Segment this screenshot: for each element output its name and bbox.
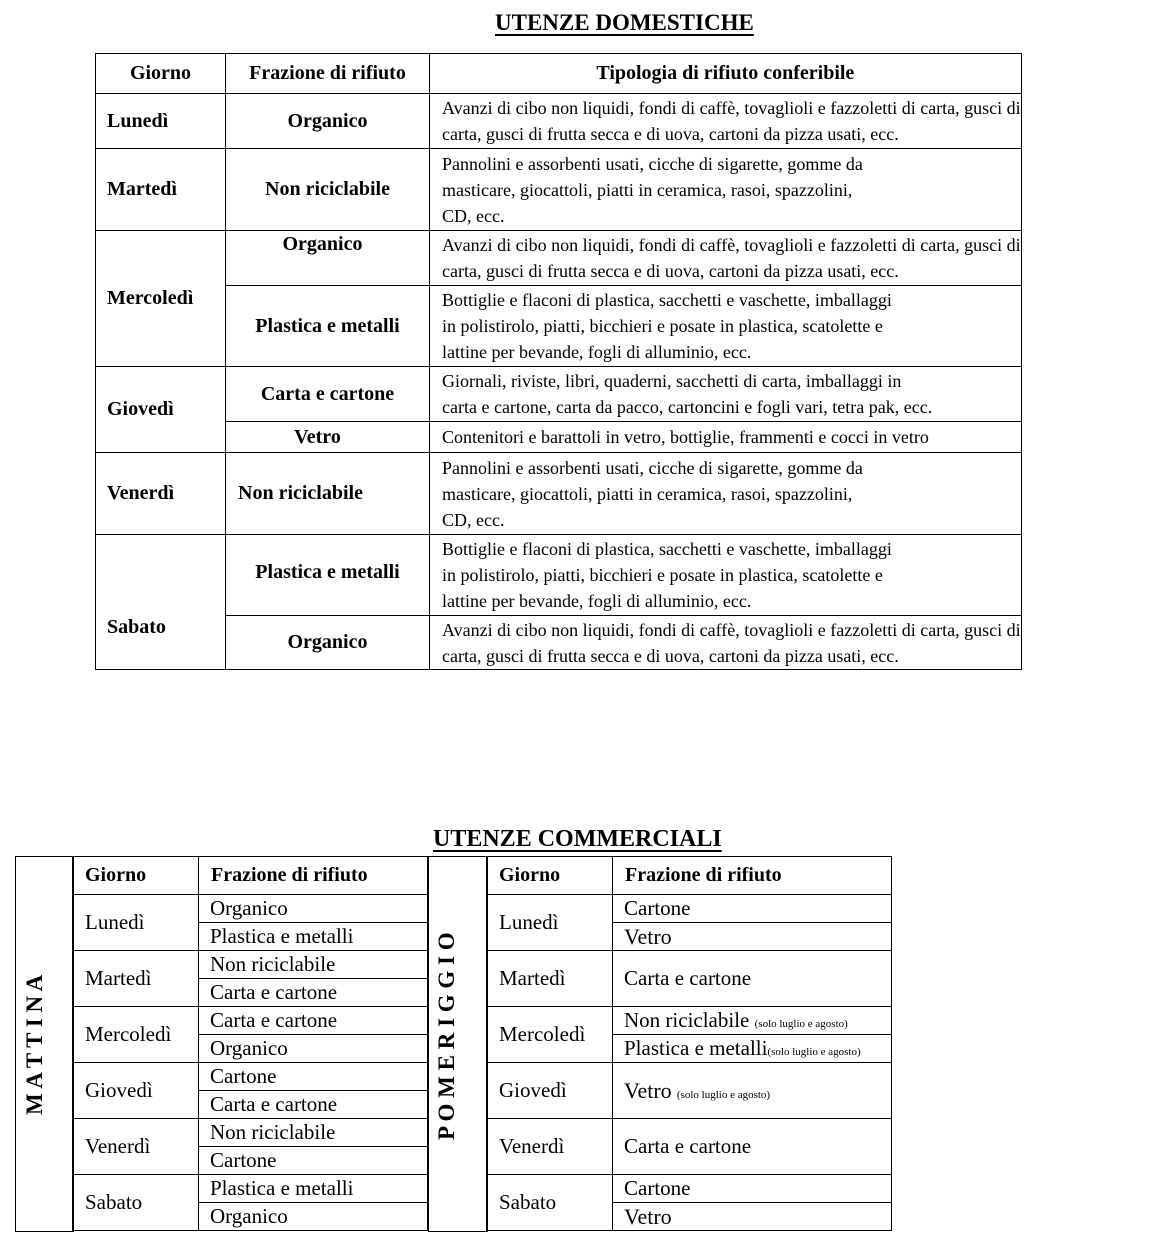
fraction-cell: Non riciclabile (199, 951, 428, 979)
commercial-morning-table (72, 856, 428, 1231)
table-row (96, 286, 1022, 367)
fraction-cell: Cartone (199, 1147, 428, 1175)
table-row (96, 367, 1022, 422)
day-cell: Sabato (96, 535, 226, 670)
fraction-cell: Carta e cartone (199, 1007, 428, 1035)
fraction-cell: Plastica e metalli (226, 535, 430, 616)
fraction-cell: Organico (199, 895, 428, 923)
description-line: Contenitori e barattoli in vetro, bottiglie, frammenti e cocci in vetro (442, 427, 929, 447)
description-line: Giornali, riviste, libri, quaderni, sacchetti di carta, imballaggi in (442, 371, 902, 391)
table-row (96, 535, 1022, 616)
fraction-cell: Cartone (613, 1175, 892, 1203)
description-line: Bottiglie e flaconi di plastica, sacchetti e vaschette, imballaggi (442, 539, 892, 559)
description-line: in polistirolo, piatti, bicchieri e posate in plastica, scatolette e (442, 316, 883, 336)
fraction-cell: Plastica e metalli (226, 286, 430, 367)
header-giorno: Giorno (96, 54, 226, 94)
description-line: Avanzi di cibo non liquidi, fondi di caffè, tovaglioli e fazzoletti di carta, gusci di (442, 98, 1021, 118)
description-cell (430, 149, 1022, 231)
fraction-cell: Vetro (226, 422, 430, 453)
description-cell (430, 94, 1022, 149)
day-cell: Venerdì (487, 1119, 613, 1175)
fraction-cell: Cartone (199, 1063, 428, 1091)
table-header-row (487, 857, 892, 895)
domestic-schedule-table (95, 53, 1022, 670)
day-cell: Venerdì (73, 1119, 199, 1175)
description-cell (430, 453, 1022, 535)
day-cell: Mercoledì (73, 1007, 199, 1063)
description-line: masticare, giocattoli, piatti in ceramica, rasoi, spazzolini, (442, 483, 853, 504)
fraction-cell: Non riciclabile (199, 1119, 428, 1147)
fraction-cell: Organico (199, 1203, 428, 1231)
table-row (96, 149, 1022, 231)
description-line: lattine per bevande, fogli di alluminio, ecc. (442, 591, 752, 611)
day-cell: Martedì (487, 951, 613, 1007)
day-cell: Lunedì (73, 895, 199, 951)
season-note: (solo luglio e agosto) (767, 1046, 861, 1058)
description-cell (430, 535, 1022, 616)
fraction-cell: Organico (226, 231, 430, 286)
day-cell: Venerdì (96, 453, 226, 535)
table-row (73, 895, 428, 923)
season-note: (solo luglio e agosto) (754, 1018, 848, 1030)
table-row (487, 1063, 892, 1119)
description-cell (430, 231, 1022, 286)
table-row (487, 1007, 892, 1035)
description-line: masticare, giocattoli, piatti in ceramica, rasoi, spazzolini, (442, 179, 853, 200)
day-cell: Lunedì (96, 94, 226, 149)
table-row (73, 1007, 428, 1035)
fraction-cell: Non riciclabile (226, 149, 430, 231)
day-cell: Giovedì (487, 1063, 613, 1119)
description-line: CD, ecc. (442, 205, 505, 226)
fraction-label: Non riciclabile (624, 1008, 750, 1032)
description-line: carta e cartone, carta da pacco, cartoncini e fogli vari, tetra pak, ecc. (442, 397, 933, 417)
fraction-cell: Vetro (613, 1203, 892, 1231)
day-cell: Giovedì (73, 1063, 199, 1119)
day-cell: Lunedì (487, 895, 613, 951)
day-cell: Sabato (487, 1175, 613, 1231)
description-line: lattine per bevande, fogli di alluminio, ecc. (442, 342, 752, 362)
table-row (73, 1063, 428, 1091)
header-giorno: Giorno (487, 857, 613, 895)
season-note: (solo luglio e agosto) (676, 1088, 771, 1101)
description-cell (430, 616, 1022, 670)
description-line: Pannolini e assorbenti usati, cicche di sigarette, gomme da (442, 153, 863, 174)
fraction-cell: Carta e cartone (199, 1091, 428, 1119)
table-row (487, 895, 892, 923)
fraction-cell: Plastica e metalli (199, 923, 428, 951)
description-line: CD, ecc. (442, 509, 505, 530)
fraction-label: Plastica e metalli (624, 1036, 768, 1060)
day-cell: Martedì (73, 951, 199, 1007)
fraction-cell (613, 1007, 892, 1035)
table-header-row (96, 54, 1022, 94)
fraction-cell (613, 1063, 892, 1119)
day-cell: Giovedì (96, 367, 226, 453)
fraction-cell: Vetro (613, 923, 892, 951)
table-row (73, 1175, 428, 1203)
description-line: Pannolini e assorbenti usati, cicche di sigarette, gomme da (442, 457, 863, 478)
fraction-cell: Organico (226, 94, 430, 149)
fraction-cell: Carta e cartone (613, 951, 892, 1007)
fraction-cell: Organico (226, 616, 430, 670)
header-frazione: Frazione di rifiuto (613, 857, 892, 895)
description-cell (430, 286, 1022, 367)
day-cell: Mercoledì (487, 1007, 613, 1063)
table-row (487, 951, 892, 1007)
table-row (96, 453, 1022, 535)
description-line: in polistirolo, piatti, bicchieri e posate in plastica, scatolette e (442, 565, 883, 585)
table-row (96, 616, 1022, 670)
table-row (487, 1119, 892, 1175)
fraction-cell: Non riciclabile (226, 453, 430, 535)
domestic-title: UTENZE DOMESTICHE (495, 10, 754, 35)
morning-label: M A T T I N A (22, 974, 47, 1115)
description-cell (430, 367, 1022, 422)
fraction-cell: Carta e cartone (226, 367, 430, 422)
description-line: Bottiglie e flaconi di plastica, sacchetti e vaschette, imballaggi (442, 290, 892, 310)
table-row (96, 231, 1022, 286)
fraction-cell (613, 1035, 892, 1063)
fraction-cell: Carta e cartone (613, 1119, 892, 1175)
table-row (96, 94, 1022, 149)
description-line: carta, gusci di frutta secca e di uova, cartoni da pizza usati, ecc. (442, 645, 899, 666)
table-row (96, 422, 1022, 453)
header-frazione: Frazione di rifiuto (199, 857, 428, 895)
table-row (73, 951, 428, 979)
header-frazione: Frazione di rifiuto (226, 54, 430, 94)
fraction-cell: Plastica e metalli (199, 1175, 428, 1203)
commercial-afternoon-table (486, 856, 892, 1231)
description-line: Avanzi di cibo non liquidi, fondi di caffè, tovaglioli e fazzoletti di carta, gusci di (442, 619, 1021, 640)
day-cell: Martedì (96, 149, 226, 231)
description-line: Avanzi di cibo non liquidi, fondi di caffè, tovaglioli e fazzoletti di carta, gusci di (442, 235, 1021, 255)
fraction-cell: Carta e cartone (199, 979, 428, 1007)
afternoon-label: P O M E R I G G I O (434, 932, 459, 1140)
day-cell: Mercoledì (96, 231, 226, 367)
table-row (73, 1119, 428, 1147)
header-giorno: Giorno (73, 857, 199, 895)
fraction-cell: Cartone (613, 895, 892, 923)
header-tipologia: Tipologia di rifiuto conferibile (430, 54, 1022, 94)
commercial-title: UTENZE COMMERCIALI (433, 826, 722, 852)
table-header-row (73, 857, 428, 895)
fraction-cell: Organico (199, 1035, 428, 1063)
table-row (487, 1175, 892, 1203)
description-line: carta, gusci di frutta secca e di uova, cartoni da pizza usati, ecc. (442, 124, 899, 144)
description-cell (430, 422, 1022, 453)
day-cell: Sabato (73, 1175, 199, 1231)
description-line: carta, gusci di frutta secca e di uova, cartoni da pizza usati, ecc. (442, 261, 899, 281)
fraction-label: Vetro (624, 1077, 672, 1103)
